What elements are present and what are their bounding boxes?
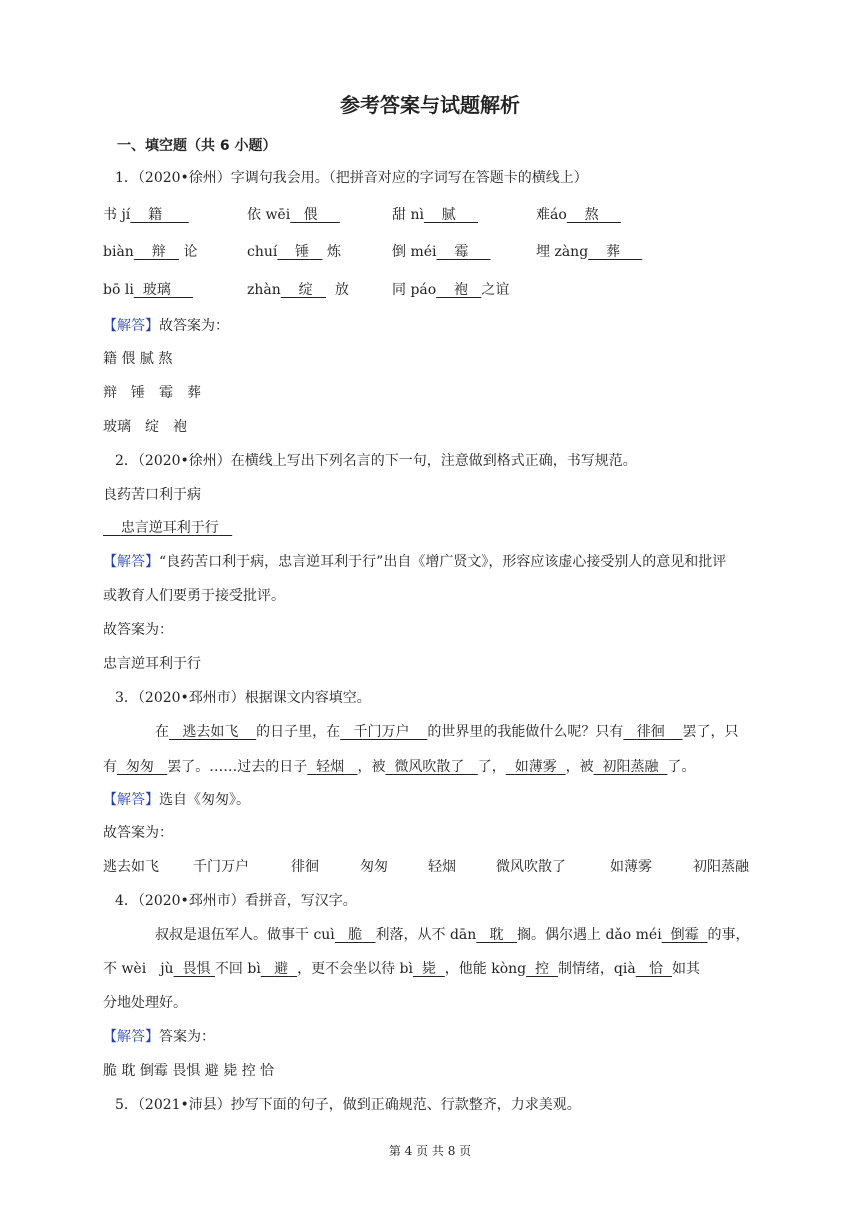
answer-intro: 故答案为： xyxy=(103,825,173,841)
q3-text-line: 在 逃去如飞 的日子里，在 千门万户 的世界里的我能做什么呢？只有 徘徊 罢了，只 xyxy=(155,724,739,740)
q1-item: zhàn 绽 放 xyxy=(247,282,349,298)
q1-item: 书 jí 籍 xyxy=(103,207,163,223)
answer-text: 脆 耽 倒霉 畏惧 避 毙 控 恰 xyxy=(103,1063,275,1079)
question-2-stem: 2．（2020•徐州）在横线上写出下列名言的下一句，注意做到格式正确，书写规范。 xyxy=(115,453,637,469)
q4-text-line: 分地处理好。 xyxy=(103,995,187,1011)
answer-text: 玻璃 绽 袍 xyxy=(103,419,187,435)
answer-intro: 故答案为： xyxy=(103,622,173,638)
answer-text: 籍 偎 腻 熬 xyxy=(103,351,173,367)
page-footer: 第 4 页 共 8 页 xyxy=(388,1144,472,1158)
q1-item: 同 páo 袍 之谊 xyxy=(392,282,510,298)
q1-item: 埋 zàng 葬 xyxy=(536,244,620,260)
q1-item: bō li 玻璃 xyxy=(103,282,171,298)
question-4-stem: 4．（2020•邳州市）看拼音，写汉字。 xyxy=(115,893,357,909)
answer-line: 【解答】选自《匆匆》。 xyxy=(103,792,250,808)
q2-blank: 忠言逆耳利于行 xyxy=(120,520,219,536)
q1-item: 甜 nì 腻 xyxy=(392,207,456,223)
answer-line: 【解答】故答案为： xyxy=(103,318,229,334)
section-heading: 一、填空题（共 6 小题） xyxy=(117,138,277,154)
question-5-stem: 5．（2021•沛县）抄写下面的句子，做到正确规范、行款整齐，力求美观。 xyxy=(115,1097,581,1113)
q1-item: 倒 méi 霉 xyxy=(392,244,469,260)
answer-tag: 【解答】 xyxy=(103,792,159,808)
q1-item: chuí 锤 炼 xyxy=(247,244,341,260)
page-title: 参考答案与试题解析 xyxy=(340,93,520,117)
answer-tag: 【解答】 xyxy=(103,1029,159,1045)
question-3-stem: 3．（2020•邳州市）根据课文内容填空。 xyxy=(115,690,371,706)
q1-item: 依 wēi 偎 xyxy=(247,207,318,223)
explanation: 或教育人们要勇于接受批评。 xyxy=(103,588,285,604)
q3-text-line: 有 匆匆 罢了。……过去的日子 轻烟 ，被 微风吹散了 了， 如薄雾 ，被 初阳蒸融 了。 xyxy=(103,759,696,775)
answer-line: 【解答】“良药苦口利于病，忠言逆耳利于行”出自《增广贤文》，形容应该虚心接受别人的意见和批评 xyxy=(103,554,727,570)
q1-item: biàn 辩 论 xyxy=(103,244,198,260)
q4-text-line: 叔叔是退伍军人。做事干 cuì 脆 利落，从不 dān 耽 搁。偶尔遇上 dǎo méi 倒霉 的事， xyxy=(155,927,750,943)
question-1-stem: 1．（2020•徐州）字调句我会用。（把拼音对应的字词写在答题卡的横线上） xyxy=(115,170,588,186)
answer-tag: 【解答】 xyxy=(103,318,159,334)
q2-given: 良药苦口利于病 xyxy=(103,487,201,503)
answer-text: 辩 锤 霉 葬 xyxy=(103,385,201,401)
answer-text: 忠言逆耳利于行 xyxy=(103,656,201,672)
answer-tag: 【解答】 xyxy=(103,554,159,570)
q4-text-line: 不 wèi jù 畏惧 不回 bì 避 ，更不会坐以待 bì 毙 ，他能 kòng 控 制情绪，qià 恰 如其 xyxy=(103,961,700,977)
q1-item: 难áo 熬 xyxy=(536,207,599,223)
answer-line: 【解答】答案为： xyxy=(103,1029,215,1045)
